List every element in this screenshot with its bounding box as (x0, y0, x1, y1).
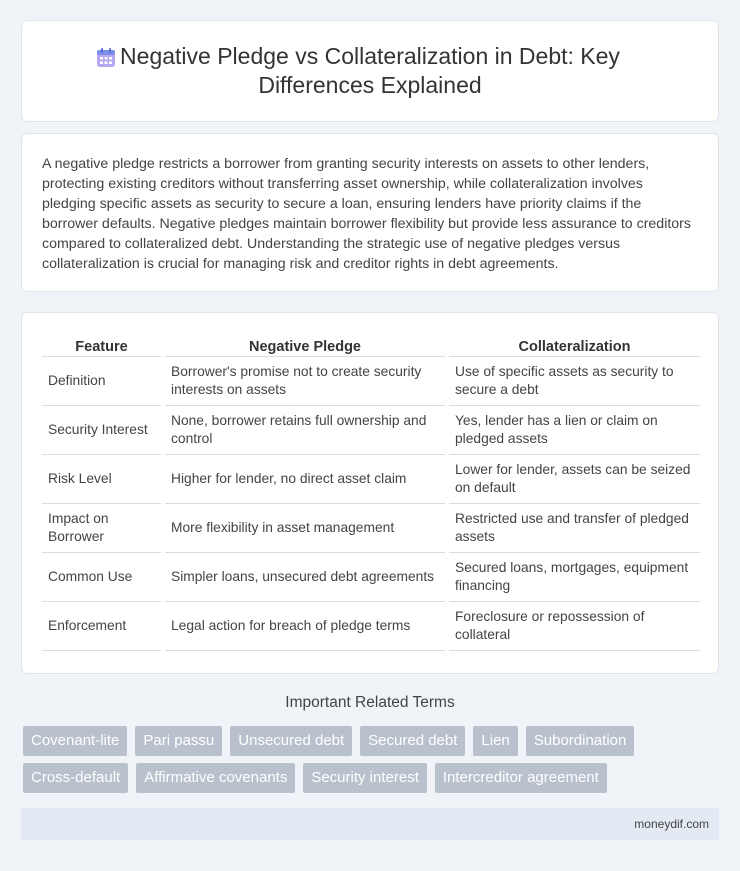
header-feature: Feature (42, 331, 161, 357)
cell-feature: Risk Level (42, 455, 161, 504)
related-terms-list (23, 726, 663, 793)
table-row (42, 357, 700, 406)
tag-lien[interactable]: Lien (473, 726, 517, 756)
page-title: Negative Pledge vs Collateralization in Debt: Key Differences Explained (120, 43, 620, 98)
tag-secured-debt[interactable]: Secured debt (360, 726, 465, 756)
table-row (42, 406, 700, 455)
related-terms-heading: Important Related Terms (285, 694, 455, 711)
cell-collateralization: Secured loans, mortgages, equipment financing (449, 553, 700, 602)
cell-feature: Enforcement (42, 602, 161, 651)
cell-feature: Security Interest (42, 406, 161, 455)
cell-feature: Common Use (42, 553, 161, 602)
table-row (42, 504, 700, 553)
cell-collateralization: Restricted use and transfer of pledged assets (449, 504, 700, 553)
tag-unsecured-debt[interactable]: Unsecured debt (230, 726, 352, 756)
cell-feature: Impact on Borrower (42, 504, 161, 553)
cell-collateralization: Yes, lender has a lien or claim on pledged assets (449, 406, 700, 455)
cell-negative-pledge: More flexibility in asset management (165, 504, 445, 553)
comparison-table-card (21, 312, 719, 674)
summary-text: A negative pledge restricts a borrower from granting security interests on assets to other lenders, protecting existing creditors without transferring asset ownership, while collateralization involves pledging specific assets as security to secure a loan, ensuring lenders have priority claims if the borrower defaults. Negative pledges maintain borrower flexibility but provide less assurance to creditors compared to collateralized debt. Understanding the strategic use of negative pledges versus collateralization is crucial for managing risk and creditor rights in debt agreements. (42, 156, 692, 272)
tag-pari-passu[interactable]: Pari passu (135, 726, 222, 756)
tag-security-interest[interactable]: Security interest (303, 763, 427, 793)
cell-collateralization: Lower for lender, assets can be seized on default (449, 455, 700, 504)
cell-negative-pledge: None, borrower retains full ownership and control (165, 406, 445, 455)
cell-collateralization: Use of specific assets as security to secure a debt (449, 357, 700, 406)
tag-covenant-lite[interactable]: Covenant-lite (23, 726, 127, 756)
cell-negative-pledge: Legal action for breach of pledge terms (165, 602, 445, 651)
cell-negative-pledge: Simpler loans, unsecured debt agreements (165, 553, 445, 602)
cell-negative-pledge: Higher for lender, no direct asset claim (165, 455, 445, 504)
cell-feature: Definition (42, 357, 161, 406)
tag-intercreditor-agreement[interactable]: Intercreditor agreement (435, 763, 607, 793)
header-collateralization: Collateralization (449, 331, 700, 357)
comparison-table (38, 331, 704, 651)
tag-cross-default[interactable]: Cross-default (23, 763, 128, 793)
title-card (21, 20, 719, 122)
footer-site[interactable]: moneydif.com (634, 817, 709, 831)
tag-affirmative-covenants[interactable]: Affirmative covenants (136, 763, 295, 793)
table-header-row (42, 331, 700, 357)
footer (21, 808, 719, 840)
cell-collateralization: Foreclosure or repossession of collateral (449, 602, 700, 651)
table-row (42, 455, 700, 504)
header-negative-pledge: Negative Pledge (165, 331, 445, 357)
cell-negative-pledge: Borrower's promise not to create security interests on assets (165, 357, 445, 406)
tag-subordination[interactable]: Subordination (526, 726, 635, 756)
summary-card (21, 133, 719, 292)
table-row (42, 602, 700, 651)
table-row (42, 553, 700, 602)
